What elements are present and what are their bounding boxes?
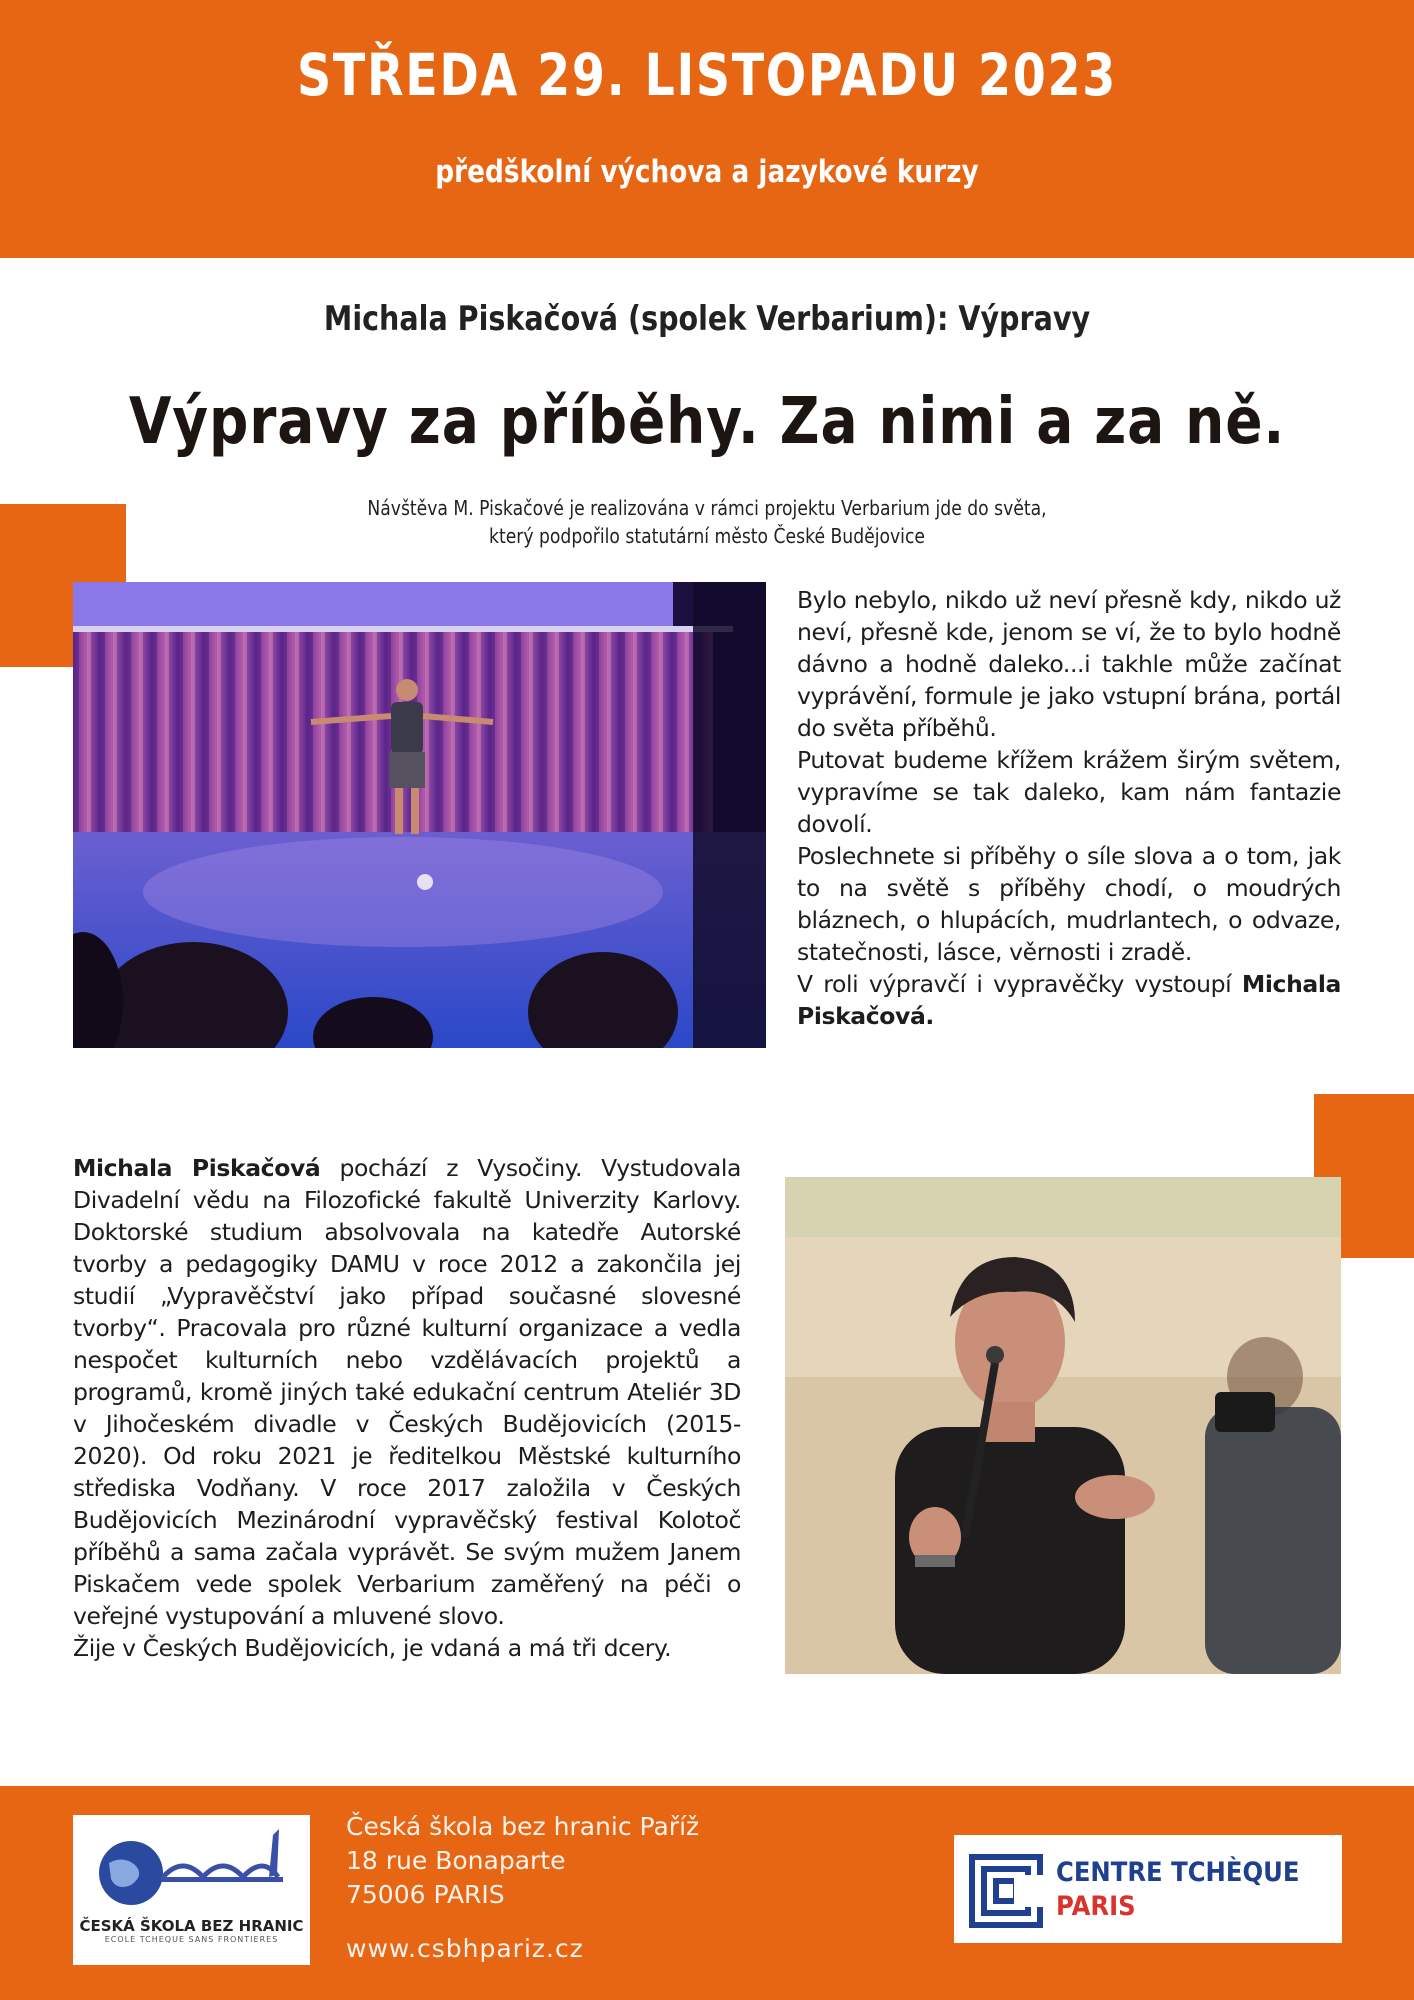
bio-text — [73, 1152, 741, 1664]
project-note-line-1: Návštěva M. Piskačové je realizována v rámci projektu Verbarium jde do světa, — [367, 496, 1047, 520]
header-subtitle: předškolní výchova a jazykové kurzy — [435, 154, 979, 190]
project-note-line-2: který podpořilo statutární město České Budějovice — [488, 524, 925, 548]
intro-paragraph-3: Poslechnete si příběhy o síle slova a o tom, jak to na světě s příběhy chodí, o moudrých bláznech, o hlupácích, mudrlantech, o odvaze, statečnosti, lásce, věrnosti i zradě. — [797, 842, 1341, 966]
centre-name-line-1: CENTRE TCHÈQUE — [1056, 1857, 1300, 1888]
intro-text — [797, 584, 1341, 1032]
stage-performance-photo — [73, 582, 766, 1048]
event-label: Michala Piskačová (spolek Verbarium): Výpravy — [323, 299, 1091, 339]
bio-name: Michala Piskačová — [73, 1154, 321, 1182]
bio-paragraph — [73, 1152, 741, 1632]
centre-tcheque-logo — [954, 1835, 1342, 1943]
centre-tcheque-mark-icon — [954, 1835, 1054, 1943]
bio-last-line: Žije v Českých Budějovicích, je vdaná a má tři dcery. — [73, 1634, 672, 1662]
footer-address — [346, 1810, 699, 1912]
address-line-1: Česká škola bez hranic Paříž — [346, 1812, 700, 1841]
singer-portrait-photo — [785, 1177, 1341, 1674]
event-date: STŘEDA 29. LISTOPADU 2023 — [297, 41, 1117, 109]
intro-paragraph-4 — [797, 968, 1341, 1032]
school-logo — [73, 1815, 310, 1965]
bio-body: pochází z Vysočiny. Vystudovala Divadelní vědu na Filozofické fakultě Univerzity Karlovy. Doktorské studium absolvovala na katedře Autorské tvorby a pedagogiky DAMU v roce 2012 a zakončila jej studií „Vypravěčství jako případ současné slovesné tvorby“. Pracovala pro různé kulturní organizace a vedla nespočet kulturních nebo vzdělávacích projektů a programů, kromě jiných také edukační centrum Ateliér 3D v Jihočeském divadle v Českých Budějovicích (2015-2020). Od roku 2021 je ředitelkou Městské kulturního střediska Vodňany. V roce 2017 založila v Českých Budějovicích Mezinárodní vypravěčský festival Kolotoč příběhů a sama začala vyprávět. Se svým mužem Janem Piskačem vede spolek Verbarium zaměřený na péči o veřejné vystupování a mluvené slovo. — [73, 1154, 741, 1630]
website-link[interactable]: www.csbhpariz.cz — [346, 1934, 584, 1963]
performer-name: Michala Piskačová. — [797, 970, 1341, 1030]
school-logo-subtext: ECOLE TCHEQUE SANS FRONTIERES — [104, 1935, 279, 1944]
intro-paragraph-2: Putovat budeme křížem krážem širým světem, vypravíme se tak daleko, kam nám fantazie dovolí. — [797, 746, 1341, 838]
header-banner — [0, 0, 1414, 258]
intro-paragraph-1: Bylo nebylo, nikdo už neví přesně kdy, nikdo už neví, přesně kde, jenom se ví, že to bylo hodně dávno a hodně daleko...i takhle může začínat vyprávění, formule je jako vstupní brána, portál do světa příběhů. — [797, 586, 1341, 742]
intro-p4-text: V roli výpravčí i vypravěčky vystoupí — [797, 970, 1242, 998]
page-title: Výpravy za příběhy. Za nimi a za ně. — [128, 385, 1286, 459]
address-line-3: 75006 PARIS — [346, 1880, 505, 1909]
address-line-2: 18 rue Bonaparte — [346, 1846, 566, 1875]
globe-bridge-icon — [73, 1815, 310, 1915]
school-logo-text: ČESKÁ ŠKOLA BEZ HRANIC — [79, 1917, 304, 1935]
centre-name-line-2: PARIS — [1056, 1891, 1136, 1922]
project-note — [99, 494, 1315, 550]
